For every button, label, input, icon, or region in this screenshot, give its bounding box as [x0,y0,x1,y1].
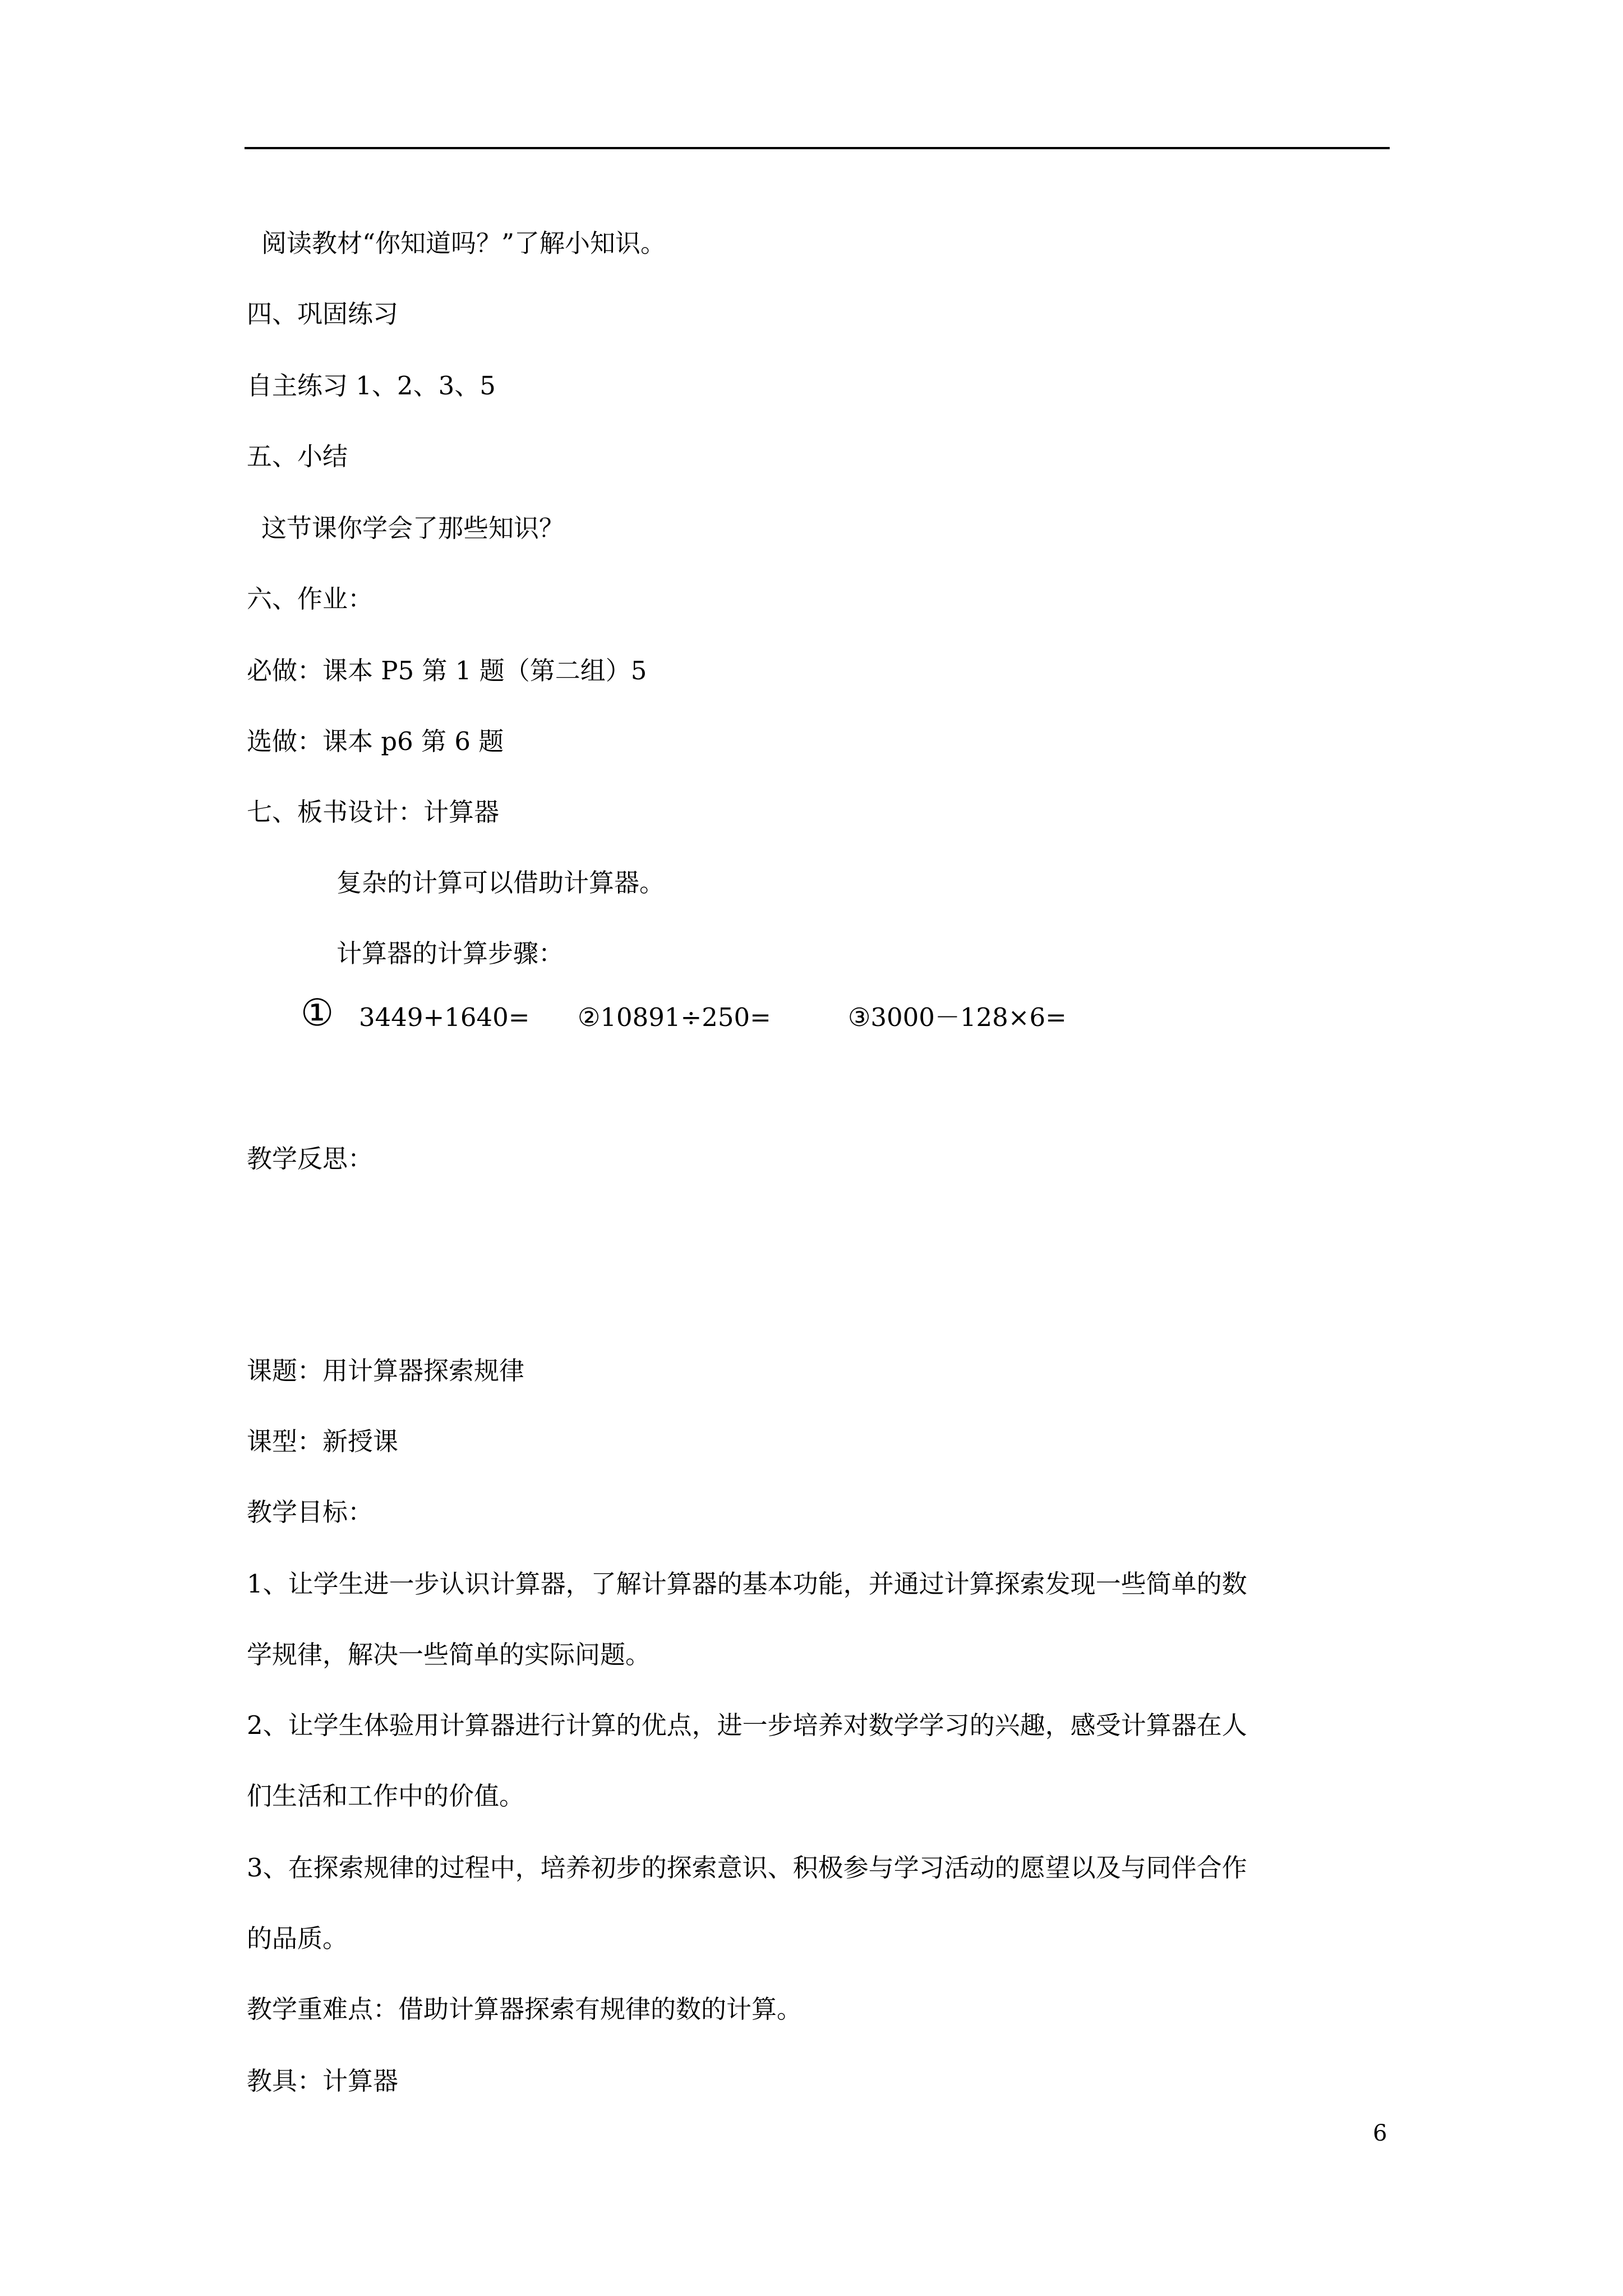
text-line: 教具：计算器 [247,2066,399,2096]
text-line: 这节课你学会了那些知识？ [261,513,565,543]
header-rule [245,147,1390,149]
text-line: 们生活和工作中的价值。 [247,1781,525,1811]
text-line: 自主练习 1、2、3、5 [247,371,496,401]
text-line: 3、在探索规律的过程中，培养初步的探索意识、积极参与学习活动的愿望以及与同伴合作 [247,1853,1247,1883]
text-line: 的品质。 [247,1924,348,1953]
text-line: 教学重难点：借助计算器探索有规律的数的计算。 [247,1994,803,2024]
text-line: 教学目标： [247,1497,374,1527]
text-line: 复杂的计算可以借助计算器。 [336,868,665,898]
text-line: 必做：课本 P5 第 1 题（第二组）5 [247,656,647,685]
text-line: 选做：课本 p6 第 6 题 [247,726,504,756]
formula-3: ③3000－128×6= [848,1002,1067,1032]
text-line: 教学反思： [247,1144,374,1174]
lesson-title: 课题：用计算器探索规律 [247,1356,525,1386]
text-line: 2、让学生体验用计算器进行计算的优点，进一步培养对数学学习的兴趣，感受计算器在人 [247,1710,1247,1740]
page-number: 6 [1373,2120,1387,2146]
section-heading: 六、作业： [247,584,374,614]
text-line: 计算器的计算步骤： [336,938,564,968]
section-heading: 五、小结 [247,441,348,471]
section-heading: 七、板书设计：计算器 [247,797,500,827]
text-line: 课型：新授课 [247,1427,399,1456]
text-line: 学规律，解决一些简单的实际问题。 [247,1640,651,1669]
section-heading: 四、巩固练习 [247,299,399,329]
text-line: 阅读教材“你知道吗？”了解小知识。 [261,228,666,258]
formula-1: 3449+1640= [359,1002,530,1032]
text-line: 1、让学生进一步认识计算器，了解计算器的基本功能，并通过计算探索发现一些简单的数 [247,1569,1247,1599]
formula-2: ②10891÷250= [578,1002,771,1032]
circled-number-one: ① [301,991,334,1034]
